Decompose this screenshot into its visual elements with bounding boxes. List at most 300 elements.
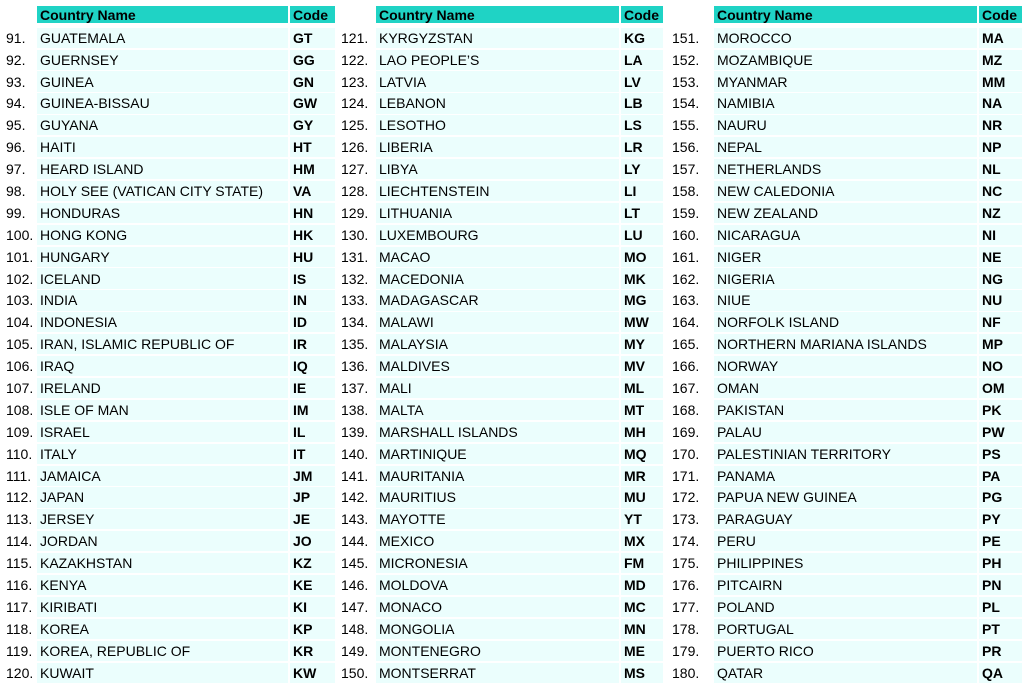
table-row <box>338 26 663 48</box>
table-row <box>669 179 1022 201</box>
table-row <box>338 201 663 223</box>
country-name-cell: NIGER <box>714 247 977 267</box>
country-name-cell: LIBYA <box>376 159 619 179</box>
row-number: 121. <box>341 29 369 46</box>
row-number: 92. <box>6 51 26 68</box>
country-name-cell: MAURITANIA <box>376 466 619 486</box>
table-row <box>338 486 663 508</box>
table-row <box>3 311 335 333</box>
country-code-cell: ML <box>621 378 663 398</box>
row-number: 152. <box>672 51 700 68</box>
country-code-cell: GT <box>290 28 335 48</box>
row-number: 127. <box>341 161 369 178</box>
country-code-cell: MZ <box>979 50 1022 70</box>
country-code-cell: KR <box>290 641 335 661</box>
table-row <box>338 114 663 136</box>
country-name-cell: JERSEY <box>37 509 288 529</box>
country-name-cell: GUINEA-BISSAU <box>37 93 288 113</box>
country-code-cell: KW <box>290 663 335 683</box>
country-code-cell: LS <box>621 115 663 135</box>
country-name-cell: KYRGYZSTAN <box>376 28 619 48</box>
row-number: 149. <box>341 642 369 659</box>
country-code-cell: MD <box>621 575 663 595</box>
country-name-cell: MOLDOVA <box>376 575 619 595</box>
table-row <box>338 508 663 530</box>
country-name-cell: JAMAICA <box>37 466 288 486</box>
table-row <box>669 617 1022 639</box>
country-code-cell: QA <box>979 663 1022 683</box>
country-code-cell: FM <box>621 553 663 573</box>
table-row <box>3 442 335 464</box>
row-number: 126. <box>341 139 369 156</box>
country-code-cell: IQ <box>290 356 335 376</box>
country-name-cell: PORTUGAL <box>714 619 977 639</box>
country-name-cell: PAKISTAN <box>714 400 977 420</box>
table-row <box>669 26 1022 48</box>
rows-container <box>669 26 1022 683</box>
table-row <box>3 179 335 201</box>
row-number: 147. <box>341 598 369 615</box>
country-name-cell: MOROCCO <box>714 28 977 48</box>
row-number: 153. <box>672 73 700 90</box>
table-row <box>338 48 663 70</box>
country-code-cell: HT <box>290 137 335 157</box>
row-number: 100. <box>6 226 34 243</box>
country-code-cell: LI <box>621 181 663 201</box>
table-row <box>669 354 1022 376</box>
country-code-cell: IS <box>290 268 335 288</box>
country-code-cell: HN <box>290 203 335 223</box>
country-name-cell: NAMIBIA <box>714 93 977 113</box>
country-code-cell: MR <box>621 466 663 486</box>
table-row <box>3 332 335 354</box>
row-number: 155. <box>672 117 700 134</box>
country-code-cell: NI <box>979 225 1022 245</box>
row-number: 140. <box>341 445 369 462</box>
table-row <box>338 398 663 420</box>
country-name-cell: PUERTO RICO <box>714 641 977 661</box>
country-code-cell: JM <box>290 466 335 486</box>
table-row <box>3 595 335 617</box>
table-row <box>669 311 1022 333</box>
table-row <box>3 114 335 136</box>
table-row <box>669 245 1022 267</box>
row-number: 93. <box>6 73 26 90</box>
country-name-cell: MALI <box>376 378 619 398</box>
country-name-cell: PERU <box>714 531 977 551</box>
row-number: 103. <box>6 292 34 309</box>
country-code-cell: KG <box>621 28 663 48</box>
row-number: 128. <box>341 183 369 200</box>
country-name-cell: INDONESIA <box>37 312 288 332</box>
table-row <box>338 311 663 333</box>
row-number: 95. <box>6 117 26 134</box>
country-name-cell: KIRIBATI <box>37 597 288 617</box>
country-code-cell: PS <box>979 444 1022 464</box>
country-name-cell: MAURITIUS <box>376 487 619 507</box>
row-number: 171. <box>672 467 700 484</box>
country-code-cell: GN <box>290 71 335 91</box>
country-code-cell: NO <box>979 356 1022 376</box>
country-code-cell: NP <box>979 137 1022 157</box>
country-name-cell: MALDIVES <box>376 356 619 376</box>
row-number: 111. <box>6 467 32 484</box>
table-row <box>3 354 335 376</box>
table-row <box>669 639 1022 661</box>
country-code-cell: LV <box>621 71 663 91</box>
country-name-cell: PALAU <box>714 422 977 442</box>
country-name-cell: HONDURAS <box>37 203 288 223</box>
table-row <box>669 267 1022 289</box>
country-name-cell: KUWAIT <box>37 663 288 683</box>
table-row <box>338 551 663 573</box>
header-code: Code <box>621 6 663 23</box>
table-row <box>3 70 335 92</box>
table-column-2 <box>338 6 663 683</box>
country-code-cell: MA <box>979 28 1022 48</box>
country-code-cell: MV <box>621 356 663 376</box>
row-number: 164. <box>672 314 700 331</box>
table-row <box>338 135 663 157</box>
country-name-cell: IRAQ <box>37 356 288 376</box>
country-code-cell: YT <box>621 509 663 529</box>
country-code-cell: NE <box>979 247 1022 267</box>
country-code-cell: PG <box>979 487 1022 507</box>
country-code-cell: PN <box>979 575 1022 595</box>
table-row <box>338 267 663 289</box>
table-row <box>3 201 335 223</box>
table-row <box>3 617 335 639</box>
country-code-cell: GW <box>290 93 335 113</box>
country-code-cell: PT <box>979 619 1022 639</box>
row-number: 143. <box>341 511 369 528</box>
country-name-cell: NORWAY <box>714 356 977 376</box>
country-code-cell: LY <box>621 159 663 179</box>
country-code-cell: NC <box>979 181 1022 201</box>
country-name-cell: GUATEMALA <box>37 28 288 48</box>
country-code-cell: MS <box>621 663 663 683</box>
row-number: 113. <box>6 511 33 528</box>
row-number: 160. <box>672 226 700 243</box>
country-code-cell: NR <box>979 115 1022 135</box>
table-row <box>669 48 1022 70</box>
header-number <box>338 6 376 23</box>
country-name-cell: MEXICO <box>376 531 619 551</box>
table-row <box>669 70 1022 92</box>
country-code-cell: JO <box>290 531 335 551</box>
table-row <box>669 398 1022 420</box>
country-code-cell: MY <box>621 334 663 354</box>
table-row <box>338 573 663 595</box>
country-code-cell: KE <box>290 575 335 595</box>
table-row <box>669 486 1022 508</box>
country-code-cell: NF <box>979 312 1022 332</box>
country-code-cell: MN <box>621 619 663 639</box>
row-number: 102. <box>6 270 34 287</box>
country-name-cell: MONTENEGRO <box>376 641 619 661</box>
country-name-cell: MONTSERRAT <box>376 663 619 683</box>
header-row <box>338 6 663 23</box>
row-number: 134. <box>341 314 369 331</box>
country-name-cell: KAZAKHSTAN <box>37 553 288 573</box>
row-number: 148. <box>341 620 369 637</box>
row-number: 108. <box>6 401 34 418</box>
country-code-cell: NU <box>979 290 1022 310</box>
country-code-cell: MO <box>621 247 663 267</box>
table-row <box>338 529 663 551</box>
row-number: 179. <box>672 642 700 659</box>
table-row <box>3 157 335 179</box>
country-code-cell: LR <box>621 137 663 157</box>
country-code-cell: MT <box>621 400 663 420</box>
country-code-cell: JE <box>290 509 335 529</box>
row-number: 151. <box>672 29 700 46</box>
country-code-cell: NL <box>979 159 1022 179</box>
table-row <box>669 464 1022 486</box>
header-code: Code <box>979 6 1022 23</box>
country-name-cell: PANAMA <box>714 466 977 486</box>
table-row <box>338 354 663 376</box>
country-name-cell: PHILIPPINES <box>714 553 977 573</box>
country-code-cell: LA <box>621 50 663 70</box>
country-code-cell: PR <box>979 641 1022 661</box>
row-number: 131. <box>341 248 369 265</box>
country-name-cell: MADAGASCAR <box>376 290 619 310</box>
country-name-cell: NEW CALEDONIA <box>714 181 977 201</box>
header-code: Code <box>290 6 335 23</box>
row-number: 91. <box>6 29 26 46</box>
row-number: 117. <box>6 598 33 615</box>
table-row <box>3 464 335 486</box>
row-number: 129. <box>341 204 369 221</box>
country-name-cell: OMAN <box>714 378 977 398</box>
row-number: 118. <box>6 620 33 637</box>
country-code-cell: IL <box>290 422 335 442</box>
table-row <box>338 70 663 92</box>
country-name-cell: LESOTHO <box>376 115 619 135</box>
country-name-cell: NEPAL <box>714 137 977 157</box>
country-code-cell: LT <box>621 203 663 223</box>
row-number: 167. <box>672 380 700 397</box>
country-name-cell: NORTHERN MARIANA ISLANDS <box>714 334 977 354</box>
rows-container <box>338 26 663 683</box>
country-code-cell: GG <box>290 50 335 70</box>
country-code-cell: MX <box>621 531 663 551</box>
country-name-cell: PAPUA NEW GUINEA <box>714 487 977 507</box>
table-row <box>669 376 1022 398</box>
country-code-cell: PA <box>979 466 1022 486</box>
table-row <box>669 661 1022 683</box>
country-name-cell: GUYANA <box>37 115 288 135</box>
table-row <box>338 639 663 661</box>
table-row <box>3 289 335 311</box>
row-number: 136. <box>341 358 369 375</box>
country-code-cell: HM <box>290 159 335 179</box>
table-row <box>3 267 335 289</box>
table-column-1 <box>3 6 335 683</box>
country-name-cell: MYANMAR <box>714 71 977 91</box>
row-number: 119. <box>6 642 33 659</box>
table-row <box>669 573 1022 595</box>
country-name-cell: NORFOLK ISLAND <box>714 312 977 332</box>
country-code-cell: MW <box>621 312 663 332</box>
country-name-cell: MICRONESIA <box>376 553 619 573</box>
row-number: 132. <box>341 270 369 287</box>
table-row <box>338 223 663 245</box>
country-code-cell: MU <box>621 487 663 507</box>
country-name-cell: LUXEMBOURG <box>376 225 619 245</box>
row-number: 116. <box>6 577 33 594</box>
country-code-cell: PH <box>979 553 1022 573</box>
table-row <box>338 661 663 683</box>
table-row <box>669 551 1022 573</box>
country-name-cell: NICARAGUA <box>714 225 977 245</box>
row-number: 135. <box>341 336 369 353</box>
table-row <box>338 464 663 486</box>
row-number: 133. <box>341 292 369 309</box>
country-name-cell: PALESTINIAN TERRITORY <box>714 444 977 464</box>
country-name-cell: MARSHALL ISLANDS <box>376 422 619 442</box>
table-row <box>338 179 663 201</box>
header-country-name: Country Name <box>37 6 288 23</box>
table-row <box>669 420 1022 442</box>
table-row <box>669 332 1022 354</box>
table-row <box>338 157 663 179</box>
table-row <box>669 157 1022 179</box>
table-row <box>3 135 335 157</box>
country-name-cell: MOZAMBIQUE <box>714 50 977 70</box>
row-number: 107. <box>6 380 34 397</box>
row-number: 98. <box>6 183 26 200</box>
country-code-cell: JP <box>290 487 335 507</box>
row-number: 177. <box>672 598 700 615</box>
row-number: 146. <box>341 577 369 594</box>
row-number: 169. <box>672 423 700 440</box>
row-number: 159. <box>672 204 700 221</box>
country-code-cell: LB <box>621 93 663 113</box>
table-row <box>338 595 663 617</box>
country-name-cell: LIBERIA <box>376 137 619 157</box>
table-row <box>3 420 335 442</box>
row-number: 142. <box>341 489 369 506</box>
country-name-cell: HAITI <box>37 137 288 157</box>
table-row <box>3 639 335 661</box>
table-column-3 <box>669 6 1022 683</box>
table-row <box>338 289 663 311</box>
row-number: 175. <box>672 555 700 572</box>
row-number: 122. <box>341 51 369 68</box>
row-number: 144. <box>341 533 369 550</box>
country-name-cell: ISLE OF MAN <box>37 400 288 420</box>
country-code-cell: MP <box>979 334 1022 354</box>
row-number: 99. <box>6 204 26 221</box>
row-number: 97. <box>6 161 26 178</box>
rows-container <box>3 26 335 683</box>
country-name-cell: LIECHTENSTEIN <box>376 181 619 201</box>
country-code-cell: HU <box>290 247 335 267</box>
table-row <box>3 551 335 573</box>
table-row <box>338 420 663 442</box>
country-code-cell: IN <box>290 290 335 310</box>
country-code-cell: MK <box>621 268 663 288</box>
header-country-name: Country Name <box>376 6 619 23</box>
country-code-cell: VA <box>290 181 335 201</box>
table-row <box>3 661 335 683</box>
country-code-cell: NZ <box>979 203 1022 223</box>
country-name-cell: LITHUANIA <box>376 203 619 223</box>
country-code-cell: OM <box>979 378 1022 398</box>
row-number: 173. <box>672 511 700 528</box>
country-name-cell: HOLY SEE (VATICAN CITY STATE) <box>37 181 288 201</box>
country-name-cell: ISRAEL <box>37 422 288 442</box>
header-country-name: Country Name <box>714 6 977 23</box>
row-number: 166. <box>672 358 700 375</box>
row-number: 106. <box>6 358 34 375</box>
country-name-cell: INDIA <box>37 290 288 310</box>
table-row <box>3 508 335 530</box>
country-code-cell: ID <box>290 312 335 332</box>
table-row <box>669 529 1022 551</box>
country-name-cell: NIGERIA <box>714 268 977 288</box>
row-number: 139. <box>341 423 369 440</box>
row-number: 110. <box>6 445 33 462</box>
row-number: 176. <box>672 577 700 594</box>
country-code-cell: PK <box>979 400 1022 420</box>
country-name-cell: LAO PEOPLE’S <box>376 50 619 70</box>
row-number: 125. <box>341 117 369 134</box>
row-number: 145. <box>341 555 369 572</box>
table-row <box>3 398 335 420</box>
table-row <box>3 48 335 70</box>
country-name-cell: IRELAND <box>37 378 288 398</box>
country-name-cell: JORDAN <box>37 531 288 551</box>
country-name-cell: PITCAIRN <box>714 575 977 595</box>
country-name-cell: MONGOLIA <box>376 619 619 639</box>
table-row <box>669 201 1022 223</box>
row-number: 161. <box>672 248 700 265</box>
row-number: 138. <box>341 401 369 418</box>
country-code-cell: IE <box>290 378 335 398</box>
table-row <box>338 617 663 639</box>
country-code-cell: NA <box>979 93 1022 113</box>
country-name-cell: IRAN, ISLAMIC REPUBLIC OF <box>37 334 288 354</box>
country-name-cell: KOREA, REPUBLIC OF <box>37 641 288 661</box>
country-name-cell: PARAGUAY <box>714 509 977 529</box>
header-row <box>3 6 335 23</box>
country-name-cell: HONG KONG <box>37 225 288 245</box>
country-code-cell: IM <box>290 400 335 420</box>
table-row <box>3 376 335 398</box>
country-name-cell: HUNGARY <box>37 247 288 267</box>
header-number <box>669 6 714 23</box>
row-number: 156. <box>672 139 700 156</box>
country-name-cell: MACAO <box>376 247 619 267</box>
table-row <box>338 442 663 464</box>
country-code-cell: MQ <box>621 444 663 464</box>
country-name-cell: LEBANON <box>376 93 619 113</box>
country-name-cell: KOREA <box>37 619 288 639</box>
row-number: 101. <box>6 248 34 265</box>
country-code-cell: PW <box>979 422 1022 442</box>
country-code-cell: HK <box>290 225 335 245</box>
country-name-cell: MARTINIQUE <box>376 444 619 464</box>
row-number: 174. <box>672 533 700 550</box>
table-row <box>669 289 1022 311</box>
table-row <box>669 442 1022 464</box>
row-number: 105. <box>6 336 34 353</box>
country-code-cell: MM <box>979 71 1022 91</box>
table-row <box>3 486 335 508</box>
